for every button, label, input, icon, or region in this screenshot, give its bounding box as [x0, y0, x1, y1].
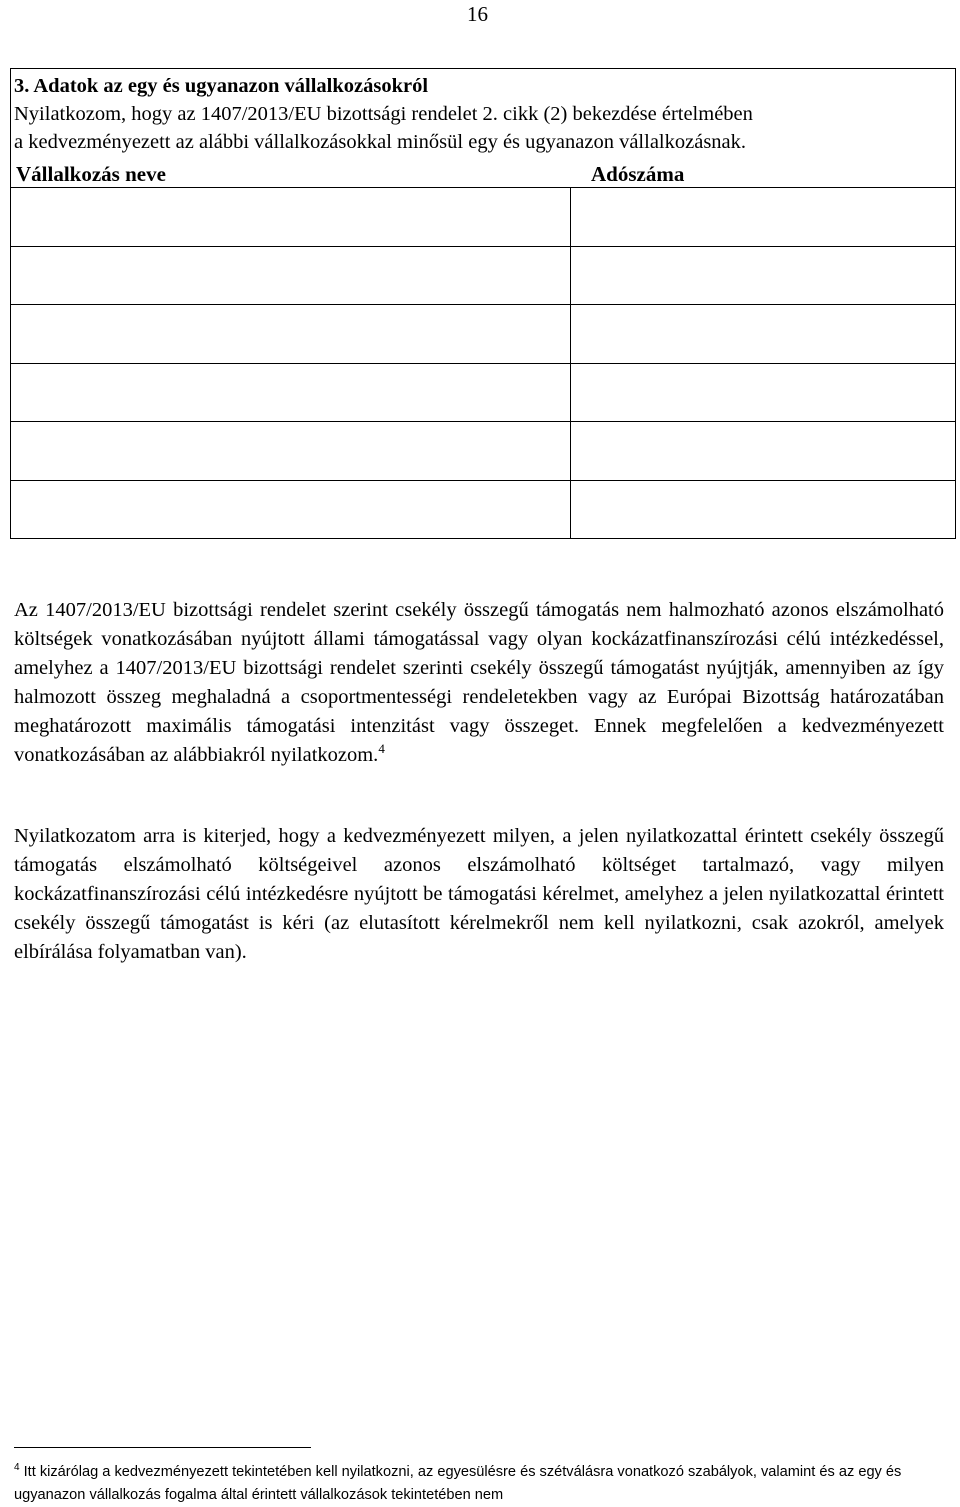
paragraph-cumulation [14, 596, 944, 769]
company-name-cell[interactable] [10, 188, 570, 246]
paragraph-scope [14, 822, 944, 967]
footnote [14, 1461, 949, 1507]
tax-number-cell[interactable] [571, 305, 956, 363]
table-row [10, 364, 956, 421]
table-row [10, 422, 956, 480]
company-name-cell[interactable] [10, 481, 570, 538]
intro-line-1: Nyilatkozom, hogy az 1407/2013/EU bizottsági rendelet 2. cikk (2) bekezdése értelmében [14, 103, 753, 125]
table-row [10, 305, 956, 363]
page-number: 16 [467, 2, 488, 26]
paragraph-cumulation-text: Az 1407/2013/EU bizottsági rendelet szerint csekély összegű támogatás nem halmozható azonos elszámolható költségek vonatkozásában nyújtott állami támogatással vagy olyan kockázatfinanszírozási célú intézkedéssel, amelyhez a 1407/2013/EU bizottsági rendelet szerinti csekély összegű támogatást nyújtják, amennyiben az így halmozott összeg meghaladná a csoportmentességi rendeletekben vagy az Európai Bizottság határozatában meghatározott maximális támogatási intenzitást vagy összeget. Ennek megfelelően a kedvezményezett vonatkozásában az alábbiakról nyilatkozom. [14, 599, 944, 766]
table-row [10, 481, 956, 538]
tax-number-cell[interactable] [571, 188, 956, 246]
header-company-name: Vállalkozás neve [16, 162, 166, 186]
footnote-separator [14, 1447, 311, 1448]
tax-number-cell[interactable] [571, 481, 956, 538]
footnote-reference[interactable]: 4 [378, 740, 385, 756]
tax-number-cell[interactable] [571, 247, 956, 304]
footnote-text: Itt kizárólag a kedvezményezett tekintetében kell nyilatkozni, az egyesülésre és szétválásra vonatkozó szabályok, valamint és az egy és ugyanazon vállalkozás fogalma által érintett vállalkozások tekintetében nem [14, 1464, 902, 1503]
company-name-cell[interactable] [10, 305, 570, 363]
footnote-number: 4 [14, 1462, 20, 1473]
table-row [10, 188, 956, 246]
table-row [10, 247, 956, 304]
tax-number-cell[interactable] [571, 364, 956, 421]
tax-number-cell[interactable] [571, 422, 956, 480]
paragraph-scope-text: Nyilatkozatom arra is kiterjed, hogy a kedvezményezett milyen, a jelen nyilatkozattal érintett csekély összegű támogatás elszámolható költségeivel azonos elszámolható költséget tartalmazó, vagy milyen kockázatfinanszírozási célú intézkedésre nyújtott be támogatási kérelmet, amelyhez a jelen nyilatkozattal érintett csekély összegű támogatást is kéri (az elutasított kérelmekről nem kell nyilatkozni, csak azokról, amelyek elbírálása folyamatban van). [14, 825, 944, 963]
header-tax-number: Adószáma [591, 162, 685, 186]
section-heading: 3. Adatok az egy és ugyanazon vállalkozásokról [14, 75, 429, 97]
intro-line-2: a kedvezményezett az alábbi vállalkozásokkal minősül egy és ugyanazon vállalkozásnak. [14, 131, 747, 153]
company-name-cell[interactable] [10, 247, 570, 304]
company-name-cell[interactable] [10, 422, 570, 480]
company-name-cell[interactable] [10, 364, 570, 421]
table-header [10, 160, 956, 188]
section-intro [14, 72, 946, 156]
